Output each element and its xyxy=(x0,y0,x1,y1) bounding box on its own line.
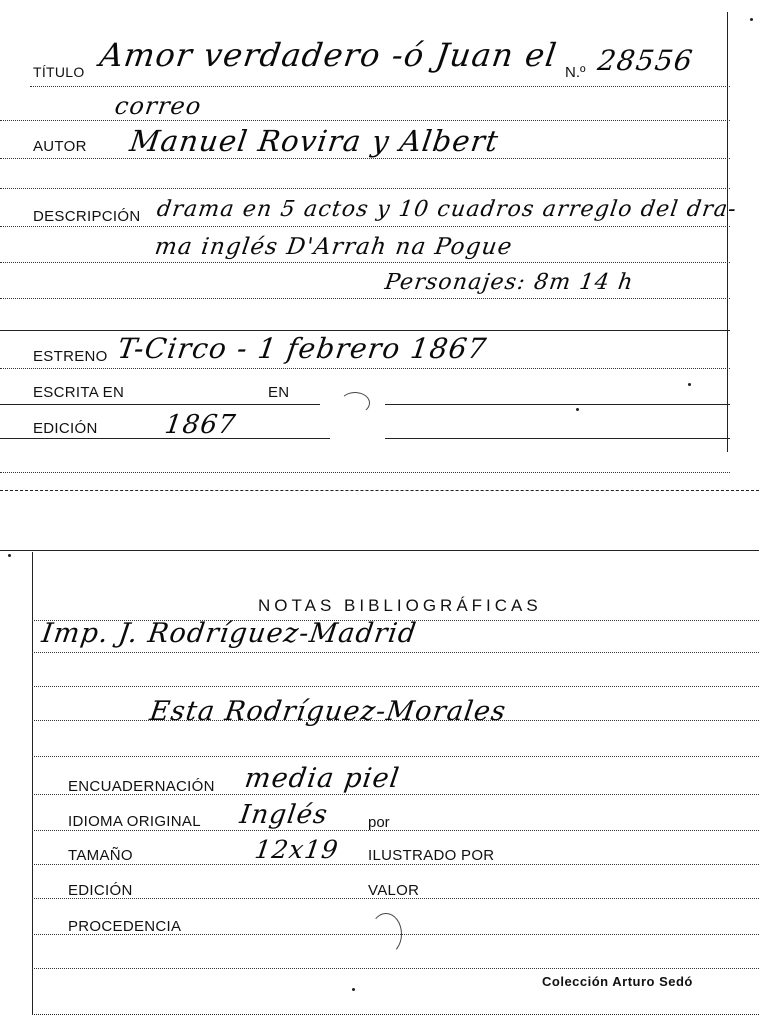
bottom-dotted-line xyxy=(0,472,730,473)
card-bottom-edge xyxy=(0,490,759,491)
note-2: Esta Rodríguez-Morales xyxy=(147,696,509,727)
idioma-label: IDIOMA ORIGINAL xyxy=(68,813,201,830)
notas-line-3 xyxy=(32,686,759,687)
valor-label: VALOR xyxy=(368,882,420,899)
ink-mark xyxy=(340,392,370,414)
edicion-label: EDICIÓN xyxy=(33,420,98,437)
catalog-card-bottom xyxy=(0,548,759,1028)
procedencia-label: PROCEDENCIA xyxy=(68,918,182,935)
en-line xyxy=(385,404,730,405)
card-bottom-edge xyxy=(32,1014,759,1015)
edicion-line xyxy=(0,438,330,439)
descripcion-label: DESCRIPCIÓN xyxy=(33,208,141,225)
autor-line xyxy=(0,158,730,159)
number-value: 28556 xyxy=(595,44,696,77)
en-label: EN xyxy=(268,384,290,401)
catalog-card-top xyxy=(0,0,759,500)
descripcion-line-1 xyxy=(0,226,730,227)
ilustrado-label: ILUSTRADO POR xyxy=(368,847,495,864)
edicion-value: 1867 xyxy=(162,410,239,440)
tamano-label: TAMAÑO xyxy=(68,847,133,864)
notas-line-2 xyxy=(32,652,759,653)
edicion-line xyxy=(32,898,759,899)
ink-mark xyxy=(370,913,402,955)
section-divider xyxy=(0,330,730,331)
notas-heading: NOTAS BIBLIOGRÁFICAS xyxy=(258,596,542,615)
notas-line-4 xyxy=(32,720,759,721)
notas-line-5 xyxy=(32,756,759,757)
titulo-value-2: correo xyxy=(113,92,204,120)
por-label: por xyxy=(368,814,390,831)
encuadernacion-line xyxy=(32,794,759,795)
titulo-value: Amor verdadero -ó Juan el xyxy=(97,36,560,74)
estreno-line xyxy=(0,368,730,369)
card-top-edge xyxy=(0,550,759,551)
procedencia-line-2 xyxy=(32,968,759,969)
speck xyxy=(352,988,355,991)
titulo-line xyxy=(30,86,730,87)
edicion-label: EDICIÓN xyxy=(68,882,133,899)
descripcion-value-1: drama en 5 actos y 10 cuadros arreglo del dra- xyxy=(155,197,739,222)
encuadernacion-label: ENCUADERNACIÓN xyxy=(68,778,215,795)
descripcion-line-2 xyxy=(0,262,730,263)
encuadernacion-value: media piel xyxy=(242,763,402,794)
titulo-label: TÍTULO xyxy=(33,64,85,80)
number-label: N.º xyxy=(565,64,586,81)
escrita-en-label: ESCRITA EN xyxy=(33,384,125,401)
edicion-line-right xyxy=(385,438,730,439)
estreno-value: T-Circo - 1 febrero 1867 xyxy=(115,332,490,365)
descripcion-value-3: Personajes: 8m 14 h xyxy=(383,270,636,295)
idioma-value: Inglés xyxy=(237,800,331,830)
idioma-line xyxy=(32,830,759,831)
tamano-value: 12x19 xyxy=(252,835,341,864)
autor-value: Manuel Rovira y Albert xyxy=(127,124,502,158)
card-left-border xyxy=(32,552,33,1014)
autor-label: AUTOR xyxy=(33,138,87,155)
descripcion-value-2: ma inglés D'Arrah na Pogue xyxy=(153,234,515,260)
estreno-label: ESTRENO xyxy=(33,348,108,365)
speck xyxy=(8,554,11,557)
autor-line-2 xyxy=(0,188,730,189)
note-1: Imp. J. Rodríguez-Madrid xyxy=(39,618,419,649)
card-right-border xyxy=(727,12,728,452)
speck xyxy=(576,408,579,411)
collection-credit: Colección Arturo Sedó xyxy=(542,974,693,989)
tamano-line xyxy=(32,864,759,865)
descripcion-line-3 xyxy=(0,298,730,299)
titulo-line-2 xyxy=(0,120,730,121)
speck xyxy=(688,383,691,386)
escrita-en-line xyxy=(0,404,320,405)
speck xyxy=(750,18,753,21)
